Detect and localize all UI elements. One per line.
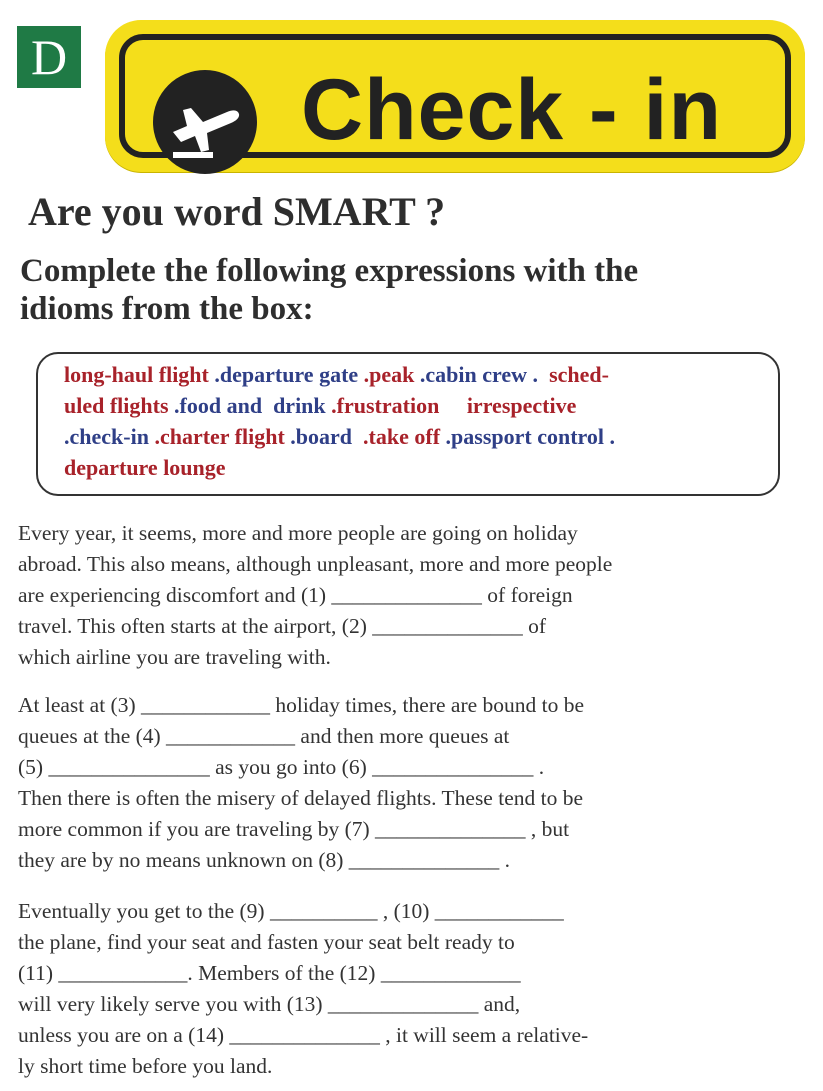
text-line: the plane, find your seat and fasten your seat belt ready to (18, 930, 515, 954)
idiom-line (64, 455, 226, 481)
text-line: Then there is often the misery of delayed flights. These tend to be (18, 786, 584, 810)
paragraph-3 (18, 896, 818, 1082)
idiom-item: .peak (363, 362, 420, 387)
idiom-item: long-haul flight (64, 362, 215, 387)
text-line: more common if you are traveling by (7) ______________ , but (18, 817, 570, 841)
idiom-line (64, 424, 615, 450)
idiom-item: sched- (543, 362, 609, 387)
text-line: At least at (3) ____________ holiday times, there are bound to be (18, 693, 585, 717)
idiom-item: .food and drink (174, 393, 332, 418)
text-line: Eventually you get to the (9) __________ , (10) ____________ (18, 899, 564, 923)
paragraph-2 (18, 690, 818, 876)
idiom-item: departure lounge (64, 455, 226, 480)
paragraph-1 (18, 518, 818, 673)
text-line: (5) _______________ as you go into (6) _______________ . (18, 755, 545, 779)
text-line: unless you are on a (14) ______________ , it will seem a relative- (18, 1023, 589, 1047)
text-line: which airline you are traveling with. (18, 645, 331, 669)
check-in-sign (105, 20, 805, 172)
page-title: Are you word SMART ? (28, 189, 446, 234)
section-badge: D (17, 26, 81, 88)
sign-title: Check - in (301, 62, 722, 158)
instruction-line: Complete the following expressions with the (20, 253, 639, 289)
idiom-item: .cabin crew . (419, 362, 544, 387)
idiom-item: .take off (363, 424, 446, 449)
instruction-line: idioms from the box: (20, 291, 314, 327)
idiom-item: .board (290, 424, 364, 449)
text-line: they are by no means unknown on (8) ______________ . (18, 848, 511, 872)
idiom-item: .departure gate (214, 362, 364, 387)
text-line: ly short time before you land. (18, 1054, 273, 1078)
idiom-item: irrespective (444, 393, 577, 418)
text-line: (11) ____________. Members of the (12) _____________ (18, 961, 521, 985)
idiom-item: .check-in (64, 424, 155, 449)
idiom-item: uled flights (64, 393, 175, 418)
text-line: travel. This often starts at the airport, (2) ______________ of (18, 614, 547, 638)
idiom-line (64, 393, 576, 419)
text-line: will very likely serve you with (13) ______________ and, (18, 992, 521, 1016)
instructions (20, 252, 810, 328)
idiom-box (36, 352, 780, 496)
idiom-item: .passport control . (445, 424, 616, 449)
text-line: abroad. This also means, although unpleasant, more and more people (18, 552, 613, 576)
idiom-item: .frustration (331, 393, 445, 418)
idiom-line (64, 362, 609, 388)
idiom-item: .charter flight (154, 424, 291, 449)
text-line: Every year, it seems, more and more people are going on holiday (18, 521, 578, 545)
airplane-takeoff-icon (153, 70, 257, 174)
text-line: are experiencing discomfort and (1) ______________ of foreign (18, 583, 573, 607)
text-line: queues at the (4) ____________ and then more queues at (18, 724, 510, 748)
